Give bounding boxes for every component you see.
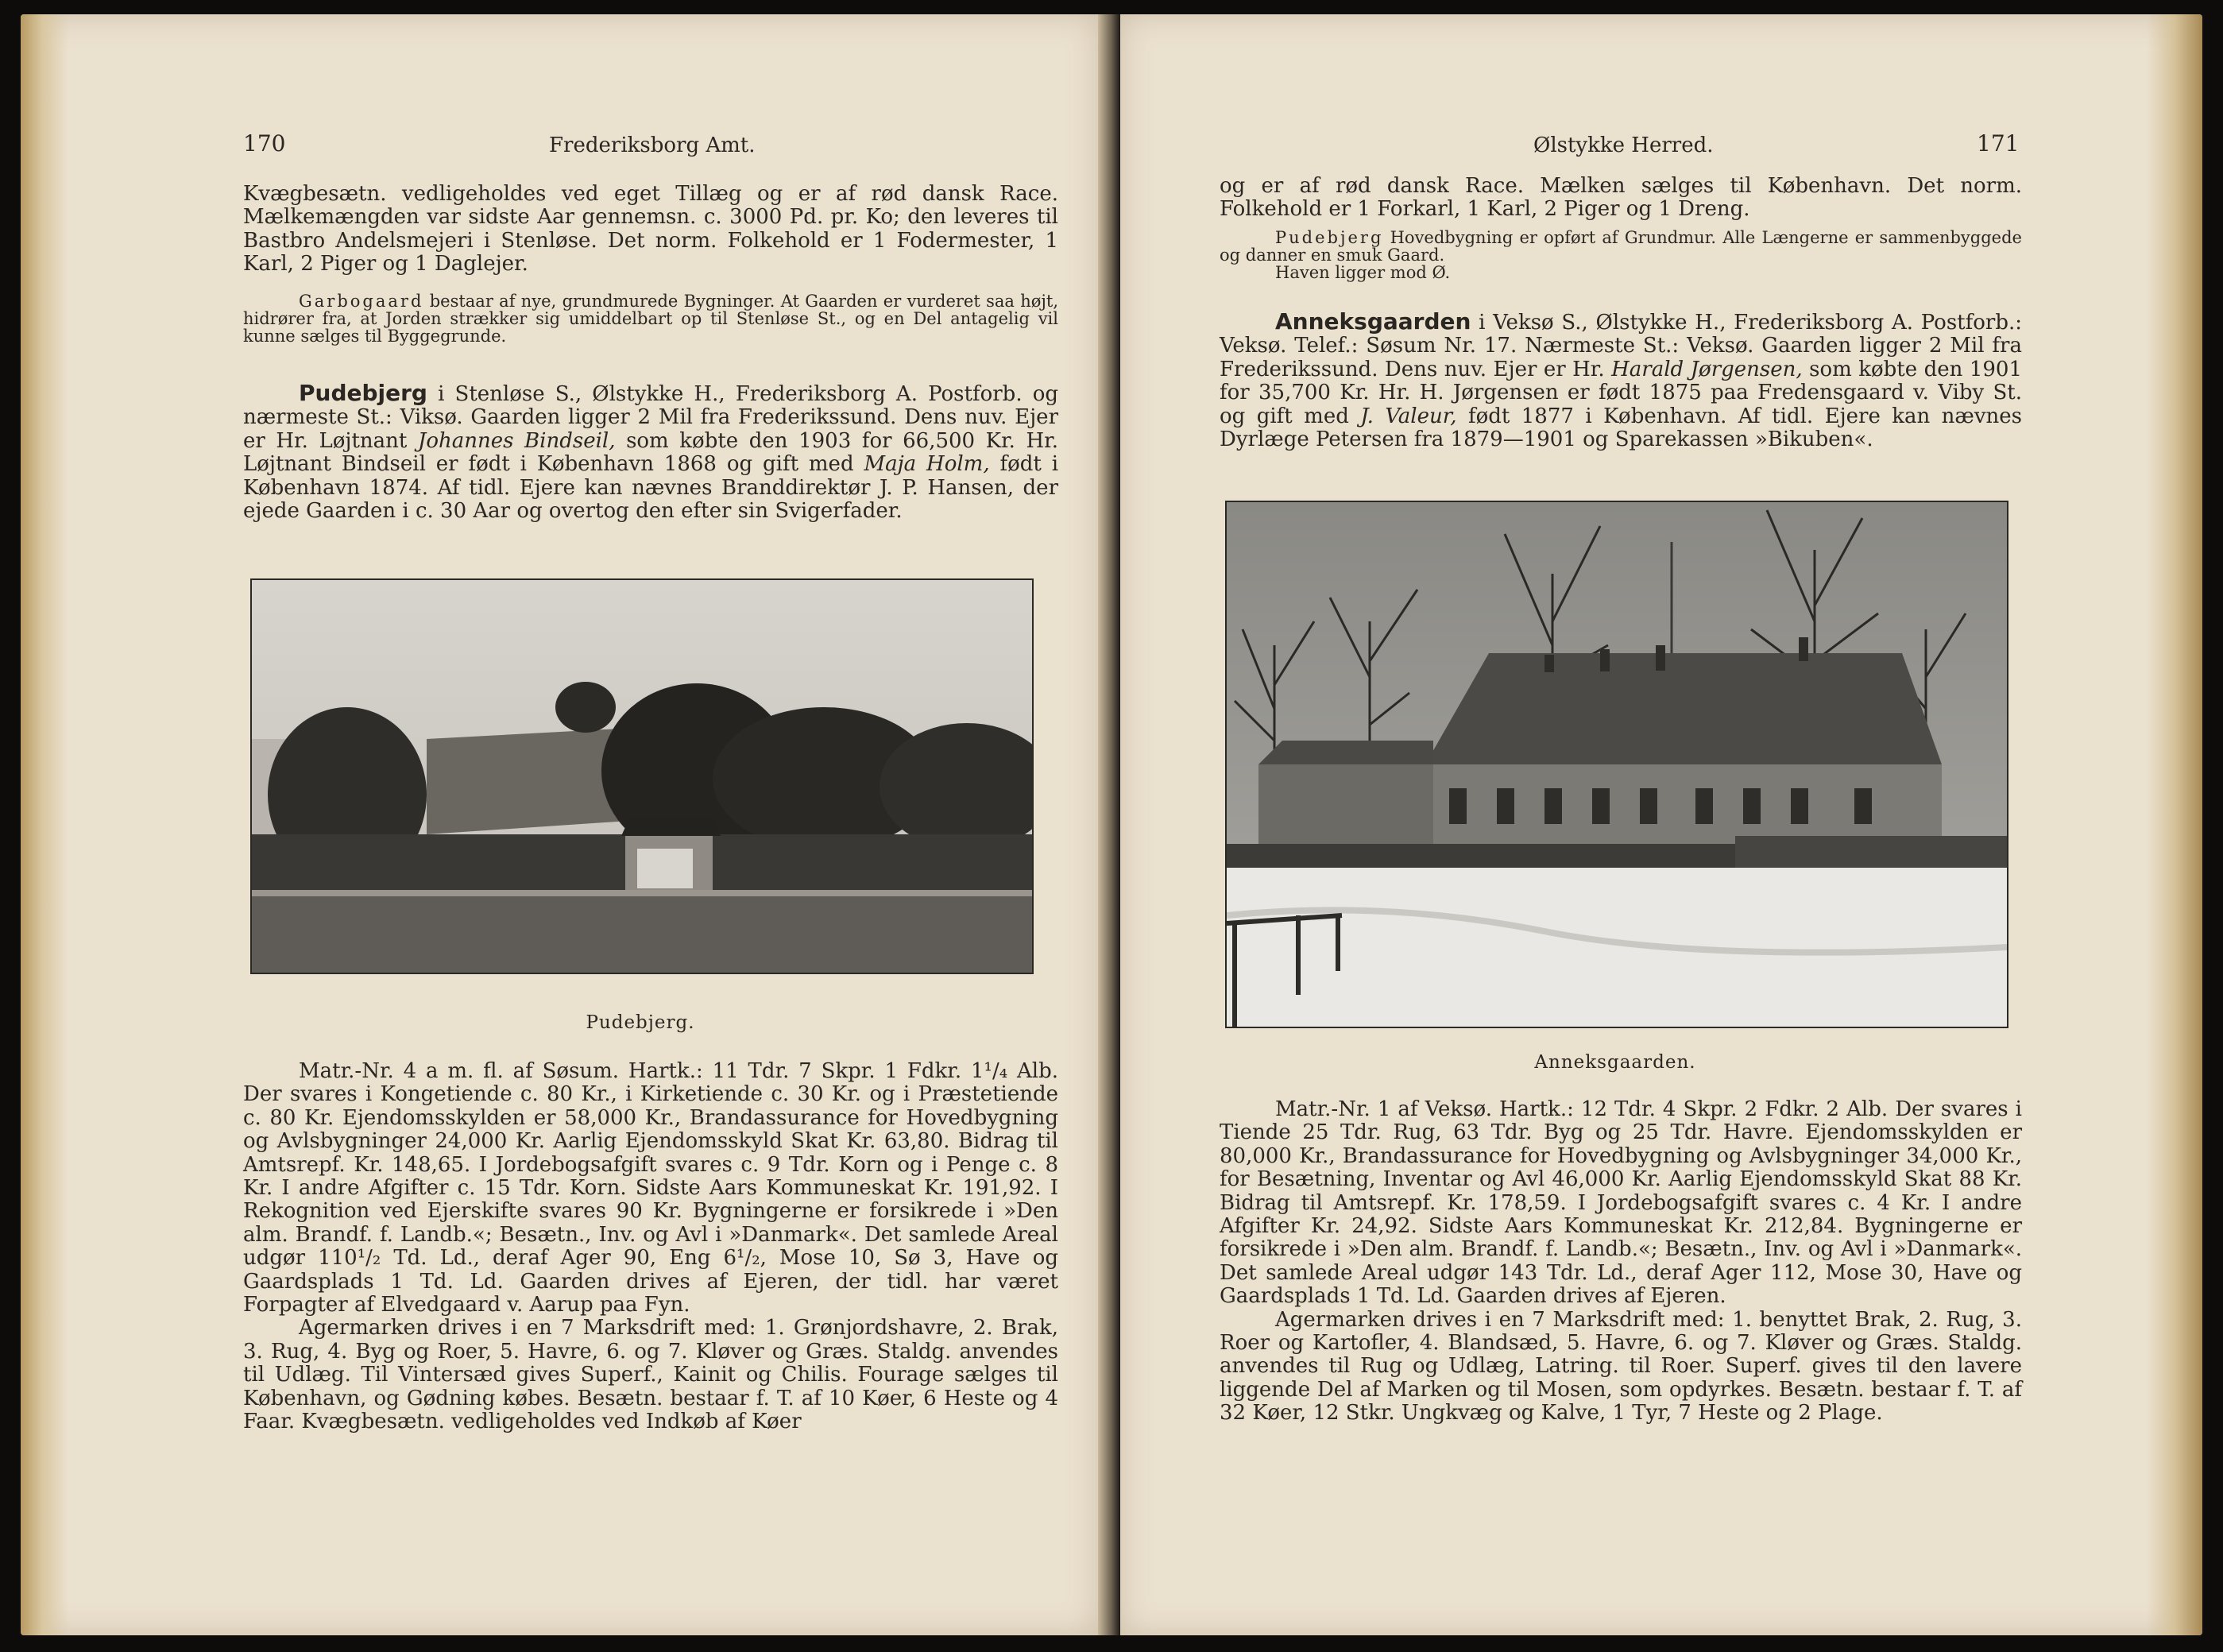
small-note bbox=[243, 292, 1058, 345]
small-note-lead: Pudebjerg bbox=[1275, 228, 1384, 247]
intro-text: og er af rød dansk Race. Mælken sælges til København. Det norm. Folkehold er 1 Forkarl, 1 Karl, 2 Piger og 1 Dreng. bbox=[1220, 174, 2022, 222]
matr-text: Matr.-Nr. 4 a m. fl. af Søsum. Hartk.: 11 Tdr. 7 Skpr. 1 Fdkr. 1¹/₄ Alb. Der svares i Kongetiende c. 80 Kr., i Kirketiende c. 30 Kr. og i Præstetiende c. 80 Kr. Ejendomsskylden er 58,000 Kr., Brandassurance for Hovedbygning og Avlsbygninger 24,000 Kr. Aarlig Ejendomsskyld Skat Kr. 63,80. Bidrag til Amtsrepf. Kr. 148,65. I Jordebogsafgift svares c. 9 Tdr. Korn og i Penge c. 8 Kr. I andre Afgifter c. 15 Tdr. Korn. Sidste Aars Kommuneskat Kr. 191,92. I Rekognition ved Ejerskifte svares 90 Kr. Bygningerne er forsikrede i »Den alm. Brandf. f. Landb.«; Besætn., Inv. og Avl i »Danmark«. Det samlede Areal udgør 110¹/₂ Td. Ld., deraf Ager 90, Eng 6¹/₂, Mose 10, Sø 3, Have og Gaardsplads 1 Td. Ld. Gaarden drives af Ejeren, der tidl. har været Forpagter af Elvedgaard v. Aarup paa Fyn. bbox=[243, 1059, 1058, 1317]
left-page bbox=[21, 14, 1098, 1635]
small-note-lead: Garbogaard bbox=[299, 292, 424, 311]
entry-text-2: som købte den 1901 for 35,700 Kr. Hr. H. Jørgensen er født 1875 paa Fredensgaard v. Viby St. og gift med bbox=[1220, 357, 2022, 428]
small-note-text: bestaar af nye, grundmurede Bygninger. At Gaarden er vurderet saa højt, hidrører fra, at Jorden strækker sig umiddelbart op til Stenløse St., og en Del antagelig vil kunne sælges til Byggegrunde. bbox=[243, 292, 1058, 346]
page-number: 170 bbox=[243, 130, 286, 157]
entry-text-1: i Veksø S., Ølstykke H., Frederiksborg A. Postforb.: Veksø. Telef.: Søsum Nr. 17. Nærmeste St.: Veksø. Gaarden ligger 2 Mil fra Frederikssund. Dens nuv. Ejer er Hr. bbox=[1220, 311, 2022, 381]
matr-paragraph bbox=[1220, 1098, 2022, 1426]
matr-paragraph bbox=[243, 1060, 1058, 1434]
wife-name: Maja Holm, bbox=[864, 452, 990, 477]
entry-text-2: som købte den 1903 for 66,500 Kr. Hr. Løjtnant Bindseil er født i København 1868 og gift med bbox=[243, 428, 1058, 477]
entry-text-3: født 1877 i København. Af tidl. Ejere kan nævnes Dyrlæge Petersen fra 1879—1901 og Sparekassen »Bikuben«. bbox=[1220, 404, 2023, 452]
entry-title: Pudebjerg bbox=[299, 380, 427, 406]
pudebjerg-photo-image bbox=[252, 580, 1032, 973]
small-note-2: Haven ligger mod Ø. bbox=[1275, 263, 1451, 282]
anneksgaarden-photo bbox=[1225, 501, 2008, 1028]
ager-text: Agermarken drives i en 7 Marksdrift med: 1. benyttet Brak, 2. Rug, 3. Roer og Kartofler, 4. Blandsæd, 5. Havre, 6. og 7. Kløver og Græs. Staldg. anvendes til Rug og Udlæg, Latring. til Roer. Superf. gives til den lavere liggende Del af Marken og til Mosen, som opdyrkes. Besætn. bestaar f. T. af 32 Køer, 12 Stkr. Ungkvæg og Kalve, 1 Tyr, 7 Heste og 2 Plage. bbox=[1220, 1307, 2022, 1426]
right-page bbox=[1120, 14, 2202, 1635]
owner-name: Harald Jørgensen, bbox=[1611, 357, 1803, 381]
ager-text: Agermarken drives i en 7 Marksdrift med: 1. Grønjordshavre, 2. Brak, 3. Rug, 4. Byg og Roer, 5. Havre, 6. og 7. Kløver og Græs. Staldg. anvendes til Udlæg. Til Vintersæd gives Superf., Kainit og Chilis. Fourage sælges til København, og Gødning købes. Besætn. bestaar f. T. af 10 Køer, 6 Heste og 4 Faar. Kvægbesætn. vedligeholdes ved Indkøb af Køer bbox=[243, 1316, 1058, 1434]
pudebjerg-photo bbox=[250, 578, 1034, 974]
anneksgaarden-photo-image bbox=[1227, 502, 2007, 1027]
entry-title: Anneksgaarden bbox=[1275, 308, 1471, 335]
small-note-text: Hovedbygning er opført af Grundmur. Alle Længerne er sammenbyggede og danner en smuk Gaard. bbox=[1220, 228, 2022, 265]
running-head: Ølstykke Herred. bbox=[1533, 133, 1714, 157]
page-number: 171 bbox=[1977, 130, 2020, 157]
entry-anneksgaarden bbox=[1220, 310, 2022, 451]
owner-name: Johannes Bindseil, bbox=[417, 428, 616, 453]
matr-text: Matr.-Nr. 1 af Veksø. Hartk.: 12 Tdr. 4 Skpr. 2 Fdkr. 2 Alb. Der svares i Tiende 25 Tdr. Rug, 63 Tdr. Byg og 25 Tdr. Havre. Ejendomsskylden er 80,000 Kr., Brandassurance for Hovedbygning og Avlsbygninger 34,000 Kr., for Besætning, Inventar og Avl 46,000 Kr. Aarlig Ejendomsskyld Skat 88 Kr. Bidrag til Amtsrepf. Kr. 178,59. I Jordebogsafgift svares c. 4 Kr. I andre Afgifter Kr. 24,92. Sidste Aars Kommuneskat Kr. 212,84. Bygningerne er forsikrede i »Den alm. Brandf. f. Landb.«; Besætn., Inv. og Avl i »Danmark«. Det samlede Areal udgør 143 Tdr. Ld., deraf Ager 112, Mose 30, Have og Gaardsplads 1 Td. Ld. Gaarden drives af Ejeren. bbox=[1220, 1097, 2022, 1309]
intro-paragraph bbox=[1220, 175, 2022, 222]
photo-caption: Anneksgaarden. bbox=[1534, 1052, 1696, 1073]
entry-text-3: født i København 1874. Af tidl. Ejere kan nævnes Branddirektør J. P. Hansen, der ejede Gaarden i c. 30 Aar og overtog den efter sin Svigerfader. bbox=[243, 452, 1059, 524]
entry-text-1: i Stenløse S., Ølstykke H., Frederiksborg A. Postforb. og nærmeste St.: Viksø. Gaarden ligger 2 Mil fra Frederikssund. Dens nuv. Ejer er Hr. Løjtnant bbox=[243, 382, 1058, 453]
running-head: Frederiksborg Amt. bbox=[549, 133, 756, 157]
intro-text: Kvægbesætn. vedligeholdes ved eget Tillæg og er af rød dansk Race. Mælkemængden var sidste Aar gennemsn. c. 3000 Pd. pr. Ko; den leveres til Bastbro Andelsmejeri i Stenløse. Det norm. Folkehold er 1 Fodermester, 1 Karl, 2 Piger og 1 Daglejer. bbox=[243, 182, 1058, 277]
book-gutter bbox=[1098, 14, 1120, 1635]
entry-pudebjerg bbox=[243, 381, 1058, 523]
intro-paragraph bbox=[243, 183, 1058, 277]
small-note bbox=[1220, 229, 2022, 281]
photo-caption: Pudebjerg. bbox=[586, 1012, 695, 1033]
wife-name: J. Valeur, bbox=[1360, 404, 1457, 428]
